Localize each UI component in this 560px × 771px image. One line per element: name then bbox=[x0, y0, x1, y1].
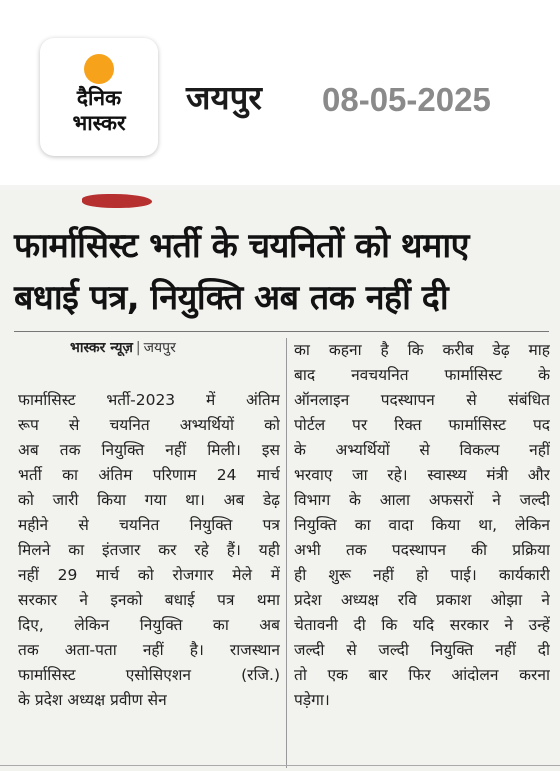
logo-text-line2: भास्कर bbox=[72, 111, 126, 135]
article-text-line: महीने से चयनित नियुक्ति पत्र bbox=[18, 516, 280, 534]
article-text-line: मिलने का इंतजार कर रहे हैं। यही bbox=[18, 541, 280, 559]
article-text-line: प्रदेश अध्यक्ष रवि प्रकाश ओझा ने bbox=[294, 591, 550, 609]
decorative-ink-mark bbox=[82, 194, 152, 208]
article-text-line: फार्मासिस्ट एसोसिएशन (रजि.) bbox=[18, 666, 280, 684]
byline-source: भास्कर न्यूज़ bbox=[70, 340, 133, 356]
edition-date: 08-05-2025 bbox=[322, 81, 491, 118]
article-text-line: दिए, लेकिन नियुक्ति का अब bbox=[18, 616, 280, 634]
article-text-line: तक अता-पता नहीं है। राजस्थान bbox=[18, 641, 280, 659]
article-text-line: भर्ती का अंतिम परिणाम 24 मार्च bbox=[18, 466, 280, 484]
headline-line-2: बधाई पत्र, नियुक्ति अब तक नहीं दी bbox=[14, 278, 449, 318]
edition-city: जयपुर bbox=[186, 78, 262, 117]
article-text-line: पोर्टल पर रिक्त फार्मासिस्ट पद bbox=[294, 416, 550, 434]
article-text-line: का कहना है कि करीब डेढ़ माह bbox=[294, 341, 550, 359]
article-headline bbox=[14, 220, 554, 324]
article-text-line: पड़ेगा। bbox=[294, 691, 330, 709]
headline-line-1: फार्मासिस्ट भर्ती के चयनितों को थमाए bbox=[14, 226, 469, 266]
article-text-line: के अभ्यर्थियों से विकल्प नहीं bbox=[294, 441, 550, 459]
article-text-line: अब तक नियुक्ति नहीं मिली। इस bbox=[18, 441, 280, 459]
page-header bbox=[0, 0, 560, 185]
headline-divider bbox=[14, 331, 549, 332]
article-text-line: के प्रदेश अध्यक्ष प्रवीण सेन bbox=[18, 691, 167, 709]
column-divider bbox=[286, 338, 287, 768]
article-text-line: ऑनलाइन पदस्थापन से संबंधित bbox=[294, 391, 550, 409]
newspaper-clipping bbox=[0, 190, 560, 771]
byline-separator: | bbox=[135, 340, 141, 356]
article-text-line: भरवाए जा रहे। स्वास्थ्य मंत्री और bbox=[294, 466, 550, 484]
article-text-line: चेतावनी दी कि यदि सरकार ने उन्हें bbox=[294, 616, 550, 634]
clipping-bottom-rule bbox=[0, 765, 560, 766]
article-text-line: अभी तक पदस्थापन की प्रक्रिया bbox=[294, 541, 550, 559]
article-column-left bbox=[18, 388, 280, 713]
article-text-line: फार्मासिस्ट भर्ती-2023 में अंतिम bbox=[18, 391, 280, 409]
sun-icon bbox=[84, 54, 114, 84]
article-byline bbox=[70, 338, 176, 357]
article-text-line: नियुक्ति का वादा किया था, लेकिन bbox=[294, 516, 550, 534]
article-text-line: नहीं 29 मार्च को रोजगार मेले में bbox=[18, 566, 280, 584]
article-column-right bbox=[294, 338, 550, 713]
dainik-bhaskar-logo bbox=[40, 38, 158, 156]
article-text-line: जल्दी से जल्दी नियुक्ति नहीं दी bbox=[294, 641, 550, 659]
article-text-line: विभाग के आला अफसरों ने जल्दी bbox=[294, 491, 550, 509]
article-text-line: को जारी किया गया था। अब डेढ़ bbox=[18, 491, 280, 509]
article-text-line: रूप से चयनित अभ्यर्थियों को bbox=[18, 416, 280, 434]
byline-place: जयपुर bbox=[143, 340, 176, 356]
article-text-line: ही शुरू नहीं हो पाई। कार्यकारी bbox=[294, 566, 550, 584]
article-text-line: बाद नवचयनित फार्मासिस्ट के bbox=[294, 366, 550, 384]
article-text-line: तो एक बार फिर आंदोलन करना bbox=[294, 666, 550, 684]
article-text-line: सरकार ने इनको बधाई पत्र थमा bbox=[18, 591, 280, 609]
logo-text-line1: दैनिक bbox=[76, 86, 122, 110]
